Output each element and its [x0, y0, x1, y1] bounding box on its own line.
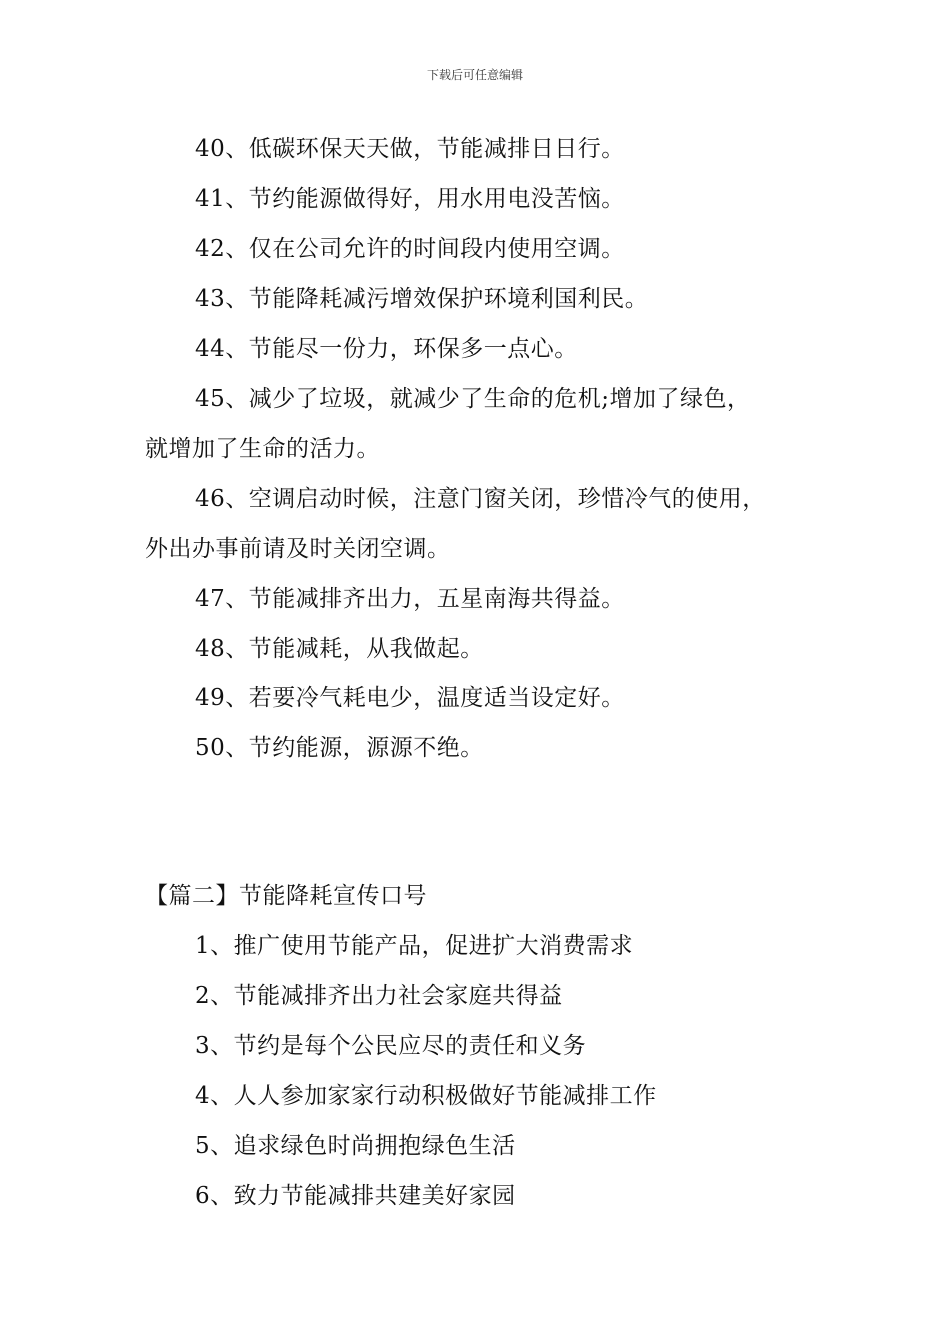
- section-heading: 【篇二】节能降耗宣传口号: [145, 883, 427, 909]
- list-item-continuation: 就增加了生命的活力。: [145, 436, 380, 462]
- list-item: 49、若要冷气耗电少，温度适当设定好。: [195, 685, 625, 711]
- list-item-continuation: 外出办事前请及时关闭空调。: [145, 536, 451, 562]
- list-item: 48、节能减耗，从我做起。: [195, 636, 484, 662]
- page-header: 下载后可任意编辑: [426, 68, 523, 82]
- list-item: 1、推广使用节能产品，促进扩大消费需求: [195, 933, 634, 959]
- list-item: 44、节能尽一份力，环保多一点心。: [195, 336, 578, 362]
- list-item: 4、人人参加家家行动积极做好节能减排工作: [195, 1083, 657, 1109]
- list-item: 46、空调启动时候，注意门窗关闭，珍惜冷气的使用，: [195, 486, 766, 512]
- list-item: 42、仅在公司允许的时间段内使用空调。: [195, 236, 625, 262]
- list-item: 6、致力节能减排共建美好家园: [195, 1183, 516, 1209]
- list-item: 2、节能减排齐出力社会家庭共得益: [195, 983, 563, 1009]
- list-item: 3、节约是每个公民应尽的责任和义务: [195, 1033, 587, 1059]
- list-item: 47、节能减排齐出力，五星南海共得益。: [195, 586, 625, 612]
- list-item: 50、节约能源，源源不绝。: [195, 735, 484, 761]
- list-item: 5、追求绿色时尚拥抱绿色生活: [195, 1133, 516, 1159]
- list-item: 43、节能降耗减污增效保护环境利国利民。: [195, 286, 649, 312]
- list-item: 45、减少了垃圾，就减少了生命的危机;增加了绿色，: [195, 386, 751, 412]
- list-item: 40、低碳环保天天做，节能减排日日行。: [195, 136, 625, 162]
- list-item: 41、节约能源做得好，用水用电没苦恼。: [195, 186, 625, 212]
